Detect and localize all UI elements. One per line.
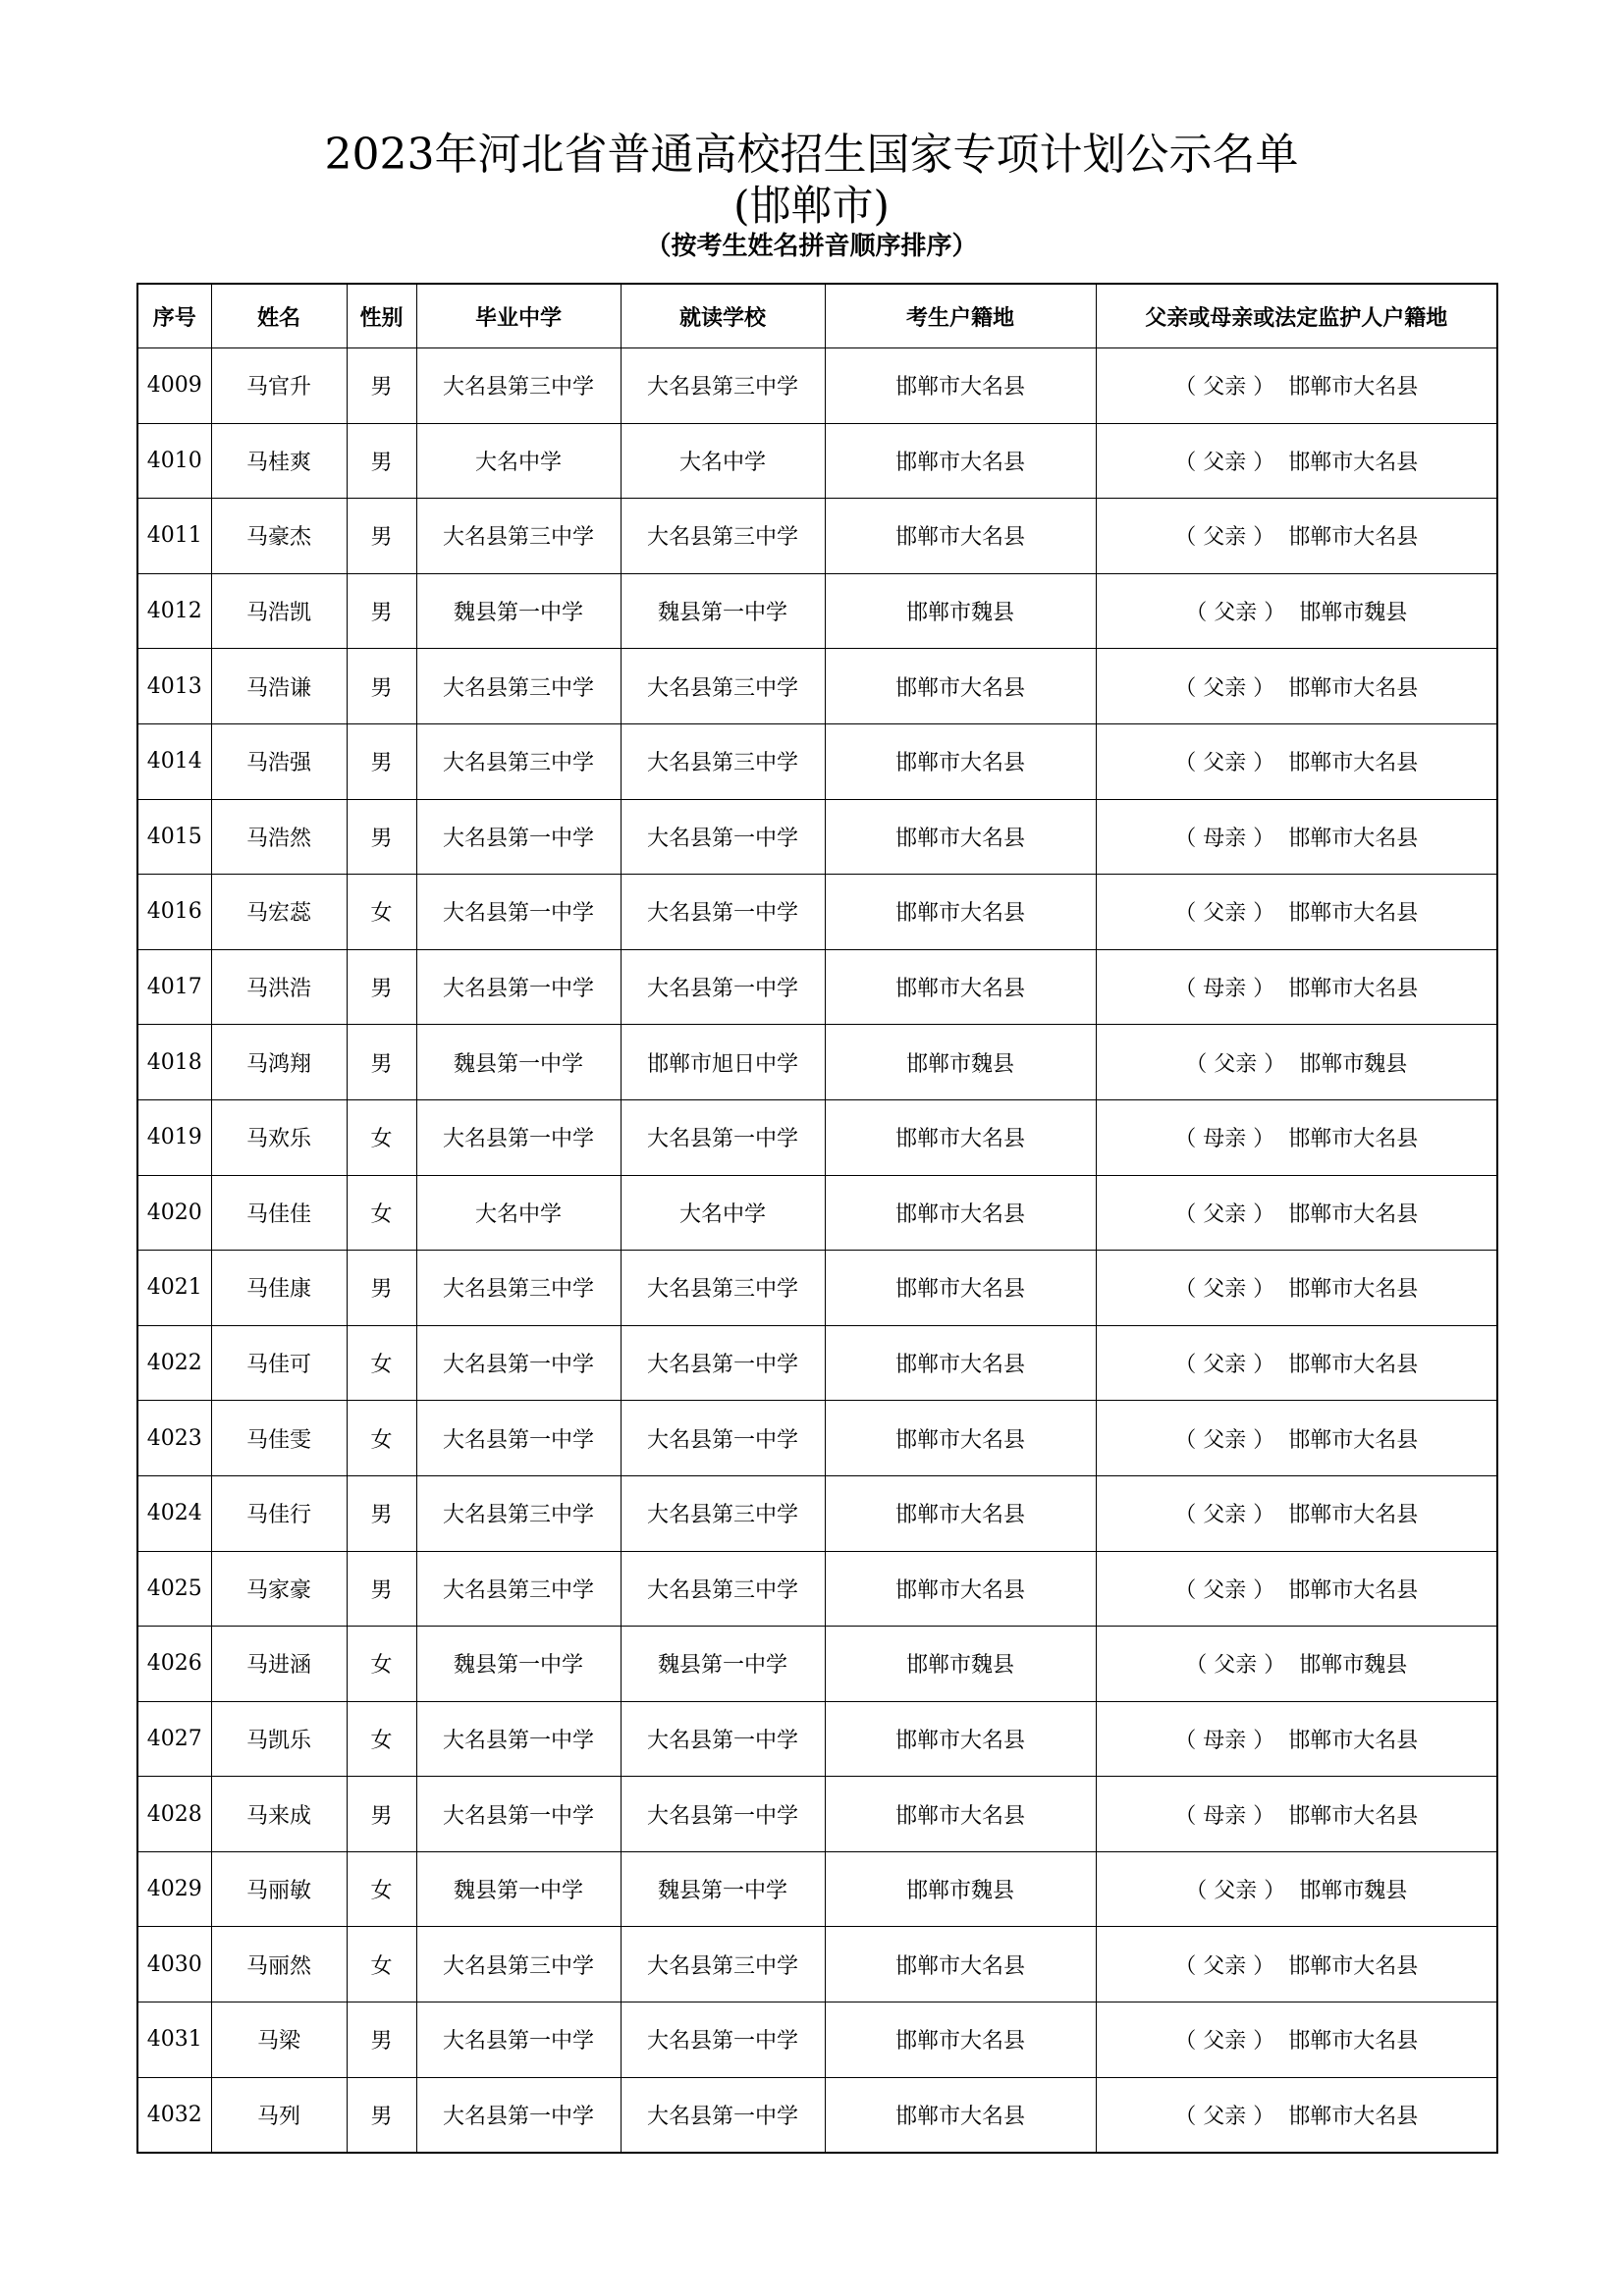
table-row xyxy=(137,649,1497,724)
table-row xyxy=(137,2002,1497,2078)
cell-current-school: 大名县第三中学 xyxy=(621,499,825,574)
guardian-residence: 邯郸市大名县 xyxy=(1288,1577,1419,1603)
cell-gender: 男 xyxy=(347,649,416,724)
cell-guardian xyxy=(1096,2002,1497,2078)
cell-serial: 4017 xyxy=(137,949,211,1025)
cell-guardian xyxy=(1096,1851,1497,1927)
cell-name: 马宏蕊 xyxy=(211,875,347,950)
cell-gender: 女 xyxy=(347,1099,416,1175)
cell-name: 马鸿翔 xyxy=(211,1025,347,1100)
cell-residence: 邯郸市大名县 xyxy=(825,1251,1096,1326)
table-row xyxy=(137,1475,1497,1551)
cell-serial: 4020 xyxy=(137,1175,211,1251)
cell-guardian xyxy=(1096,875,1497,950)
table-header-row xyxy=(137,284,1497,348)
cell-residence: 邯郸市大名县 xyxy=(825,1475,1096,1551)
table-row xyxy=(137,1927,1497,2002)
table-row xyxy=(137,1025,1497,1100)
cell-graduation-school: 魏县第一中学 xyxy=(416,1025,621,1100)
table-row xyxy=(137,1251,1497,1326)
cell-gender: 女 xyxy=(347,1325,416,1401)
guardian-residence: 邯郸市大名县 xyxy=(1288,1201,1419,1227)
cell-guardian xyxy=(1096,949,1497,1025)
cell-name: 马梁 xyxy=(211,2002,347,2078)
guardian-relation: （ 母亲 ） xyxy=(1174,1127,1275,1152)
cell-residence: 邯郸市大名县 xyxy=(825,1777,1096,1852)
cell-guardian xyxy=(1096,1627,1497,1702)
cell-guardian xyxy=(1096,1475,1497,1551)
cell-name: 马浩然 xyxy=(211,799,347,875)
cell-gender: 女 xyxy=(347,1701,416,1777)
cell-name: 马家豪 xyxy=(211,1551,347,1627)
cell-serial: 4024 xyxy=(137,1475,211,1551)
header-graduation-school: 毕业中学 xyxy=(416,284,621,348)
cell-serial: 4022 xyxy=(137,1325,211,1401)
cell-serial: 4028 xyxy=(137,1777,211,1852)
cell-guardian xyxy=(1096,1175,1497,1251)
cell-guardian xyxy=(1096,649,1497,724)
cell-name: 马凯乐 xyxy=(211,1701,347,1777)
table-row xyxy=(137,799,1497,875)
cell-current-school: 大名县第一中学 xyxy=(621,1099,825,1175)
guardian-residence: 邯郸市魏县 xyxy=(1299,601,1408,626)
header-residence: 考生户籍地 xyxy=(825,284,1096,348)
cell-graduation-school: 魏县第一中学 xyxy=(416,1627,621,1702)
cell-name: 马浩强 xyxy=(211,723,347,799)
guardian-relation: （ 父亲 ） xyxy=(1174,675,1275,701)
cell-serial: 4030 xyxy=(137,1927,211,2002)
guardian-residence: 邯郸市大名县 xyxy=(1288,1728,1419,1753)
table-row xyxy=(137,1627,1497,1702)
cell-serial: 4023 xyxy=(137,1401,211,1476)
cell-serial: 4015 xyxy=(137,799,211,875)
guardian-relation: （ 母亲 ） xyxy=(1174,1803,1275,1829)
cell-serial: 4025 xyxy=(137,1551,211,1627)
cell-current-school: 大名县第三中学 xyxy=(621,1251,825,1326)
cell-serial: 4026 xyxy=(137,1627,211,1702)
cell-name: 马丽然 xyxy=(211,1927,347,2002)
table-row xyxy=(137,573,1497,649)
cell-residence: 邯郸市大名县 xyxy=(825,723,1096,799)
cell-gender: 男 xyxy=(347,573,416,649)
table-row xyxy=(137,723,1497,799)
cell-current-school: 邯郸市旭日中学 xyxy=(621,1025,825,1100)
cell-residence: 邯郸市大名县 xyxy=(825,875,1096,950)
cell-guardian xyxy=(1096,1401,1497,1476)
guardian-residence: 邯郸市大名县 xyxy=(1288,450,1419,475)
guardian-residence: 邯郸市大名县 xyxy=(1288,2104,1419,2129)
cell-residence: 邯郸市大名县 xyxy=(825,949,1096,1025)
guardian-residence: 邯郸市大名县 xyxy=(1288,751,1419,776)
cell-graduation-school: 大名县第三中学 xyxy=(416,1551,621,1627)
cell-current-school: 大名县第一中学 xyxy=(621,2077,825,2153)
guardian-relation: （ 父亲 ） xyxy=(1174,2029,1275,2055)
cell-guardian xyxy=(1096,423,1497,499)
table-row xyxy=(137,2077,1497,2153)
cell-serial: 4014 xyxy=(137,723,211,799)
cell-serial: 4009 xyxy=(137,348,211,424)
cell-graduation-school: 大名县第一中学 xyxy=(416,1401,621,1476)
table-row xyxy=(137,875,1497,950)
cell-graduation-school: 大名县第三中学 xyxy=(416,348,621,424)
cell-gender: 男 xyxy=(347,1475,416,1551)
cell-current-school: 大名县第一中学 xyxy=(621,949,825,1025)
cell-current-school: 大名县第三中学 xyxy=(621,1551,825,1627)
header-current-school: 就读学校 xyxy=(621,284,825,348)
guardian-relation: （ 父亲 ） xyxy=(1174,1503,1275,1528)
cell-residence: 邯郸市大名县 xyxy=(825,1551,1096,1627)
guardian-residence: 邯郸市大名县 xyxy=(1288,375,1419,400)
cell-serial: 4018 xyxy=(137,1025,211,1100)
cell-current-school: 大名县第三中学 xyxy=(621,1927,825,2002)
header-serial: 序号 xyxy=(137,284,211,348)
cell-guardian xyxy=(1096,1701,1497,1777)
guardian-residence: 邯郸市魏县 xyxy=(1299,1653,1408,1679)
cell-graduation-school: 大名县第一中学 xyxy=(416,1325,621,1401)
cell-serial: 4021 xyxy=(137,1251,211,1326)
guardian-residence: 邯郸市魏县 xyxy=(1299,1051,1408,1077)
cell-residence: 邯郸市大名县 xyxy=(825,1325,1096,1401)
cell-gender: 男 xyxy=(347,1025,416,1100)
guardian-residence: 邯郸市大名县 xyxy=(1288,675,1419,701)
guardian-relation: （ 父亲 ） xyxy=(1174,1577,1275,1603)
guardian-residence: 邯郸市大名县 xyxy=(1288,2029,1419,2055)
cell-residence: 邯郸市大名县 xyxy=(825,2077,1096,2153)
cell-residence: 邯郸市魏县 xyxy=(825,1025,1096,1100)
table-row xyxy=(137,1551,1497,1627)
document-city-subtitle: (邯郸市) xyxy=(733,182,890,230)
cell-serial: 4011 xyxy=(137,499,211,574)
cell-current-school: 大名县第一中学 xyxy=(621,2002,825,2078)
cell-current-school: 大名中学 xyxy=(621,1175,825,1251)
table-row xyxy=(137,1777,1497,1852)
guardian-relation: （ 父亲 ） xyxy=(1174,901,1275,927)
cell-graduation-school: 大名县第三中学 xyxy=(416,723,621,799)
guardian-residence: 邯郸市大名县 xyxy=(1288,1953,1419,1979)
table-row xyxy=(137,1851,1497,1927)
guardian-relation: （ 父亲 ） xyxy=(1174,1201,1275,1227)
table-row xyxy=(137,1099,1497,1175)
cell-current-school: 魏县第一中学 xyxy=(621,573,825,649)
cell-gender: 男 xyxy=(347,348,416,424)
cell-gender: 男 xyxy=(347,499,416,574)
guardian-relation: （ 父亲 ） xyxy=(1174,450,1275,475)
cell-guardian xyxy=(1096,499,1497,574)
cell-residence: 邯郸市大名县 xyxy=(825,1401,1096,1476)
cell-name: 马浩谦 xyxy=(211,649,347,724)
cell-current-school: 大名县第三中学 xyxy=(621,348,825,424)
table-row xyxy=(137,423,1497,499)
cell-graduation-school: 大名县第一中学 xyxy=(416,799,621,875)
guardian-residence: 邯郸市大名县 xyxy=(1288,1353,1419,1378)
table-body xyxy=(137,348,1497,2154)
cell-gender: 女 xyxy=(347,1175,416,1251)
cell-graduation-school: 大名县第一中学 xyxy=(416,1777,621,1852)
cell-name: 马桂爽 xyxy=(211,423,347,499)
cell-gender: 男 xyxy=(347,2077,416,2153)
guardian-relation: （ 母亲 ） xyxy=(1174,826,1275,851)
cell-residence: 邯郸市大名县 xyxy=(825,1175,1096,1251)
cell-residence: 邯郸市大名县 xyxy=(825,1099,1096,1175)
cell-gender: 男 xyxy=(347,799,416,875)
guardian-relation: （ 父亲 ） xyxy=(1174,751,1275,776)
cell-residence: 邯郸市魏县 xyxy=(825,1851,1096,1927)
document-title: 2023年河北省普通高校招生国家专项计划公示名单 xyxy=(324,130,1299,180)
cell-gender: 女 xyxy=(347,1401,416,1476)
cell-current-school: 大名县第三中学 xyxy=(621,1475,825,1551)
cell-name: 马佳康 xyxy=(211,1251,347,1326)
guardian-relation: （ 父亲 ） xyxy=(1174,1277,1275,1303)
header-gender: 性别 xyxy=(347,284,416,348)
guardian-relation: （ 父亲 ） xyxy=(1174,2104,1275,2129)
cell-current-school: 大名县第一中学 xyxy=(621,1325,825,1401)
table-row xyxy=(137,348,1497,424)
guardian-relation: （ 父亲 ） xyxy=(1185,1653,1286,1679)
cell-gender: 男 xyxy=(347,1551,416,1627)
cell-graduation-school: 魏县第一中学 xyxy=(416,573,621,649)
cell-guardian xyxy=(1096,573,1497,649)
cell-residence: 邯郸市魏县 xyxy=(825,1627,1096,1702)
cell-graduation-school: 大名县第一中学 xyxy=(416,875,621,950)
cell-serial: 4010 xyxy=(137,423,211,499)
table-row xyxy=(137,1175,1497,1251)
table-row xyxy=(137,499,1497,574)
cell-guardian xyxy=(1096,723,1497,799)
cell-guardian xyxy=(1096,1927,1497,2002)
cell-graduation-school: 大名县第三中学 xyxy=(416,499,621,574)
cell-graduation-school: 大名县第一中学 xyxy=(416,2077,621,2153)
cell-graduation-school: 大名县第一中学 xyxy=(416,2002,621,2078)
cell-graduation-school: 大名中学 xyxy=(416,1175,621,1251)
cell-serial: 4031 xyxy=(137,2002,211,2078)
guardian-residence: 邯郸市大名县 xyxy=(1288,901,1419,927)
guardian-residence: 邯郸市大名县 xyxy=(1288,1127,1419,1152)
cell-residence: 邯郸市大名县 xyxy=(825,2002,1096,2078)
cell-serial: 4027 xyxy=(137,1701,211,1777)
cell-gender: 男 xyxy=(347,423,416,499)
guardian-relation: （ 父亲 ） xyxy=(1174,525,1275,551)
cell-gender: 男 xyxy=(347,949,416,1025)
cell-current-school: 魏县第一中学 xyxy=(621,1627,825,1702)
cell-graduation-school: 大名县第一中学 xyxy=(416,1099,621,1175)
cell-current-school: 大名县第三中学 xyxy=(621,723,825,799)
document-sort-note: （按考生姓名拼音顺序排序） xyxy=(645,232,978,261)
cell-guardian xyxy=(1096,1551,1497,1627)
header-name: 姓名 xyxy=(211,284,347,348)
cell-graduation-school: 魏县第一中学 xyxy=(416,1851,621,1927)
cell-name: 马欢乐 xyxy=(211,1099,347,1175)
guardian-relation: （ 父亲 ） xyxy=(1174,1353,1275,1378)
cell-gender: 女 xyxy=(347,1851,416,1927)
guardian-relation: （ 父亲 ） xyxy=(1185,1051,1286,1077)
cell-residence: 邯郸市大名县 xyxy=(825,348,1096,424)
cell-gender: 男 xyxy=(347,723,416,799)
cell-name: 马列 xyxy=(211,2077,347,2153)
cell-name: 马丽敏 xyxy=(211,1851,347,1927)
cell-guardian xyxy=(1096,1025,1497,1100)
cell-current-school: 大名县第一中学 xyxy=(621,1777,825,1852)
header-guardian-residence: 父亲或母亲或法定监护人户籍地 xyxy=(1096,284,1497,348)
cell-current-school: 大名中学 xyxy=(621,423,825,499)
guardian-residence: 邯郸市大名县 xyxy=(1288,1277,1419,1303)
cell-graduation-school: 大名县第三中学 xyxy=(416,1251,621,1326)
cell-name: 马来成 xyxy=(211,1777,347,1852)
table-row xyxy=(137,949,1497,1025)
cell-gender: 女 xyxy=(347,1927,416,2002)
cell-name: 马佳行 xyxy=(211,1475,347,1551)
cell-graduation-school: 大名县第三中学 xyxy=(416,1475,621,1551)
cell-current-school: 大名县第一中学 xyxy=(621,875,825,950)
cell-serial: 4032 xyxy=(137,2077,211,2153)
cell-current-school: 大名县第三中学 xyxy=(621,649,825,724)
cell-graduation-school: 大名中学 xyxy=(416,423,621,499)
cell-gender: 女 xyxy=(347,875,416,950)
cell-guardian xyxy=(1096,1325,1497,1401)
guardian-residence: 邯郸市大名县 xyxy=(1288,1503,1419,1528)
cell-gender: 男 xyxy=(347,1251,416,1326)
cell-current-school: 大名县第一中学 xyxy=(621,799,825,875)
cell-guardian xyxy=(1096,1251,1497,1326)
cell-residence: 邯郸市大名县 xyxy=(825,1927,1096,2002)
cell-graduation-school: 大名县第三中学 xyxy=(416,1927,621,2002)
roster-table xyxy=(136,283,1498,2154)
cell-graduation-school: 大名县第三中学 xyxy=(416,649,621,724)
guardian-relation: （ 母亲 ） xyxy=(1174,977,1275,1002)
cell-residence: 邯郸市大名县 xyxy=(825,1701,1096,1777)
guardian-residence: 邯郸市魏县 xyxy=(1299,1879,1408,1904)
table-row xyxy=(137,1701,1497,1777)
cell-current-school: 大名县第一中学 xyxy=(621,1701,825,1777)
cell-name: 马进涵 xyxy=(211,1627,347,1702)
cell-residence: 邯郸市大名县 xyxy=(825,649,1096,724)
cell-name: 马佳佳 xyxy=(211,1175,347,1251)
table-row xyxy=(137,1401,1497,1476)
table-row xyxy=(137,1325,1497,1401)
cell-graduation-school: 大名县第一中学 xyxy=(416,1701,621,1777)
cell-name: 马豪杰 xyxy=(211,499,347,574)
cell-name: 马官升 xyxy=(211,348,347,424)
cell-residence: 邯郸市大名县 xyxy=(825,799,1096,875)
guardian-residence: 邯郸市大名县 xyxy=(1288,525,1419,551)
guardian-residence: 邯郸市大名县 xyxy=(1288,1427,1419,1453)
cell-current-school: 大名县第一中学 xyxy=(621,1401,825,1476)
cell-current-school: 魏县第一中学 xyxy=(621,1851,825,1927)
cell-serial: 4019 xyxy=(137,1099,211,1175)
cell-guardian xyxy=(1096,1099,1497,1175)
cell-serial: 4013 xyxy=(137,649,211,724)
cell-gender: 男 xyxy=(347,2002,416,2078)
guardian-relation: （ 父亲 ） xyxy=(1174,1953,1275,1979)
guardian-relation: （ 母亲 ） xyxy=(1174,1728,1275,1753)
cell-name: 马浩凯 xyxy=(211,573,347,649)
cell-name: 马佳可 xyxy=(211,1325,347,1401)
cell-residence: 邯郸市大名县 xyxy=(825,499,1096,574)
cell-serial: 4029 xyxy=(137,1851,211,1927)
cell-name: 马佳雯 xyxy=(211,1401,347,1476)
guardian-relation: （ 父亲 ） xyxy=(1185,1879,1286,1904)
guardian-relation: （ 父亲 ） xyxy=(1174,375,1275,400)
cell-name: 马洪浩 xyxy=(211,949,347,1025)
cell-guardian xyxy=(1096,348,1497,424)
cell-guardian xyxy=(1096,799,1497,875)
cell-serial: 4016 xyxy=(137,875,211,950)
cell-guardian xyxy=(1096,2077,1497,2153)
cell-residence: 邯郸市魏县 xyxy=(825,573,1096,649)
cell-graduation-school: 大名县第一中学 xyxy=(416,949,621,1025)
cell-guardian xyxy=(1096,1777,1497,1852)
cell-serial: 4012 xyxy=(137,573,211,649)
guardian-relation: （ 父亲 ） xyxy=(1185,601,1286,626)
cell-gender: 女 xyxy=(347,1627,416,1702)
guardian-residence: 邯郸市大名县 xyxy=(1288,977,1419,1002)
guardian-relation: （ 父亲 ） xyxy=(1174,1427,1275,1453)
cell-residence: 邯郸市大名县 xyxy=(825,423,1096,499)
guardian-residence: 邯郸市大名县 xyxy=(1288,826,1419,851)
cell-gender: 男 xyxy=(347,1777,416,1852)
guardian-residence: 邯郸市大名县 xyxy=(1288,1803,1419,1829)
